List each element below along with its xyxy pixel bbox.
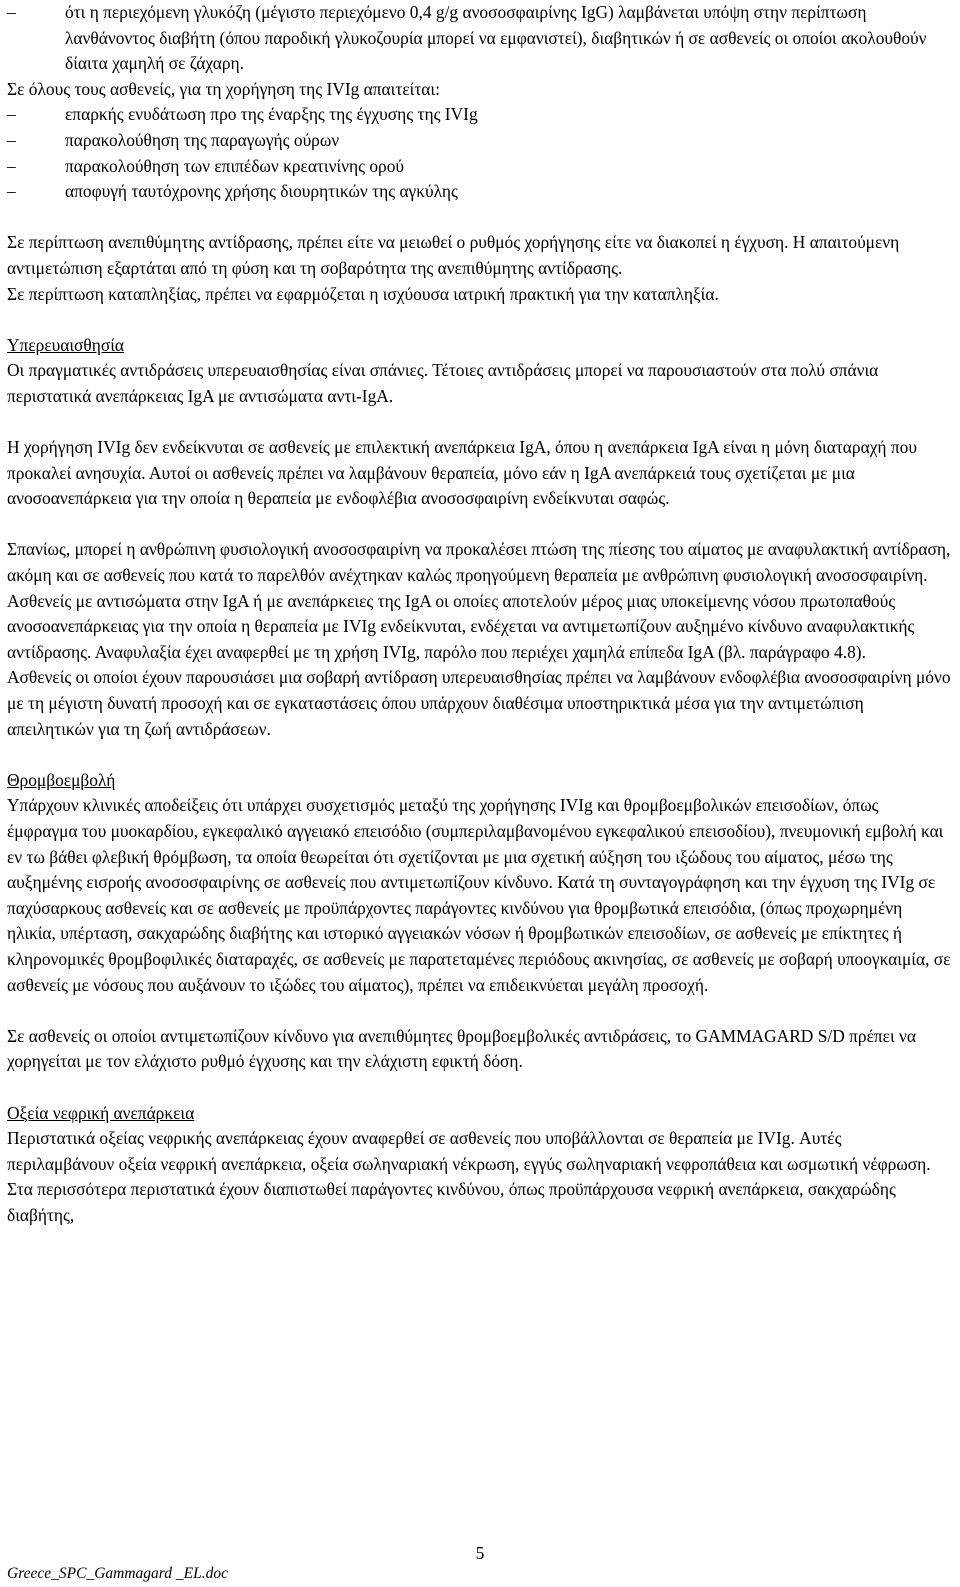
dash-bullet: – xyxy=(7,181,16,202)
thromboembolism-risk-paragraph: Σε ασθενείς οι οποίοι αντιμετωπίζουν κίνδυνο για ανεπιθύμητες θρομβοεμβολικές αντιδράσεις, το GAMMAGARD S/D πρέπει να χορηγείται με τον ελάχιστο ρυθμό έγχυσης και την ελάχιστη εφικτή δόση. xyxy=(7,1025,916,1072)
dash-bullet: – xyxy=(7,2,16,22)
intro-item-text: ότι η περιεχόμενη γλυκόζη (μέγιστο περιεχόμενο 0,4 g/g ανοσοσφαιρίνης IgG) λαμβάνεται υπόψη στην περίπτωση λανθάνοντος διαβήτη (όπου παροδική γλυκοζουρία μπορεί να εμφανιστεί), διαβητικών ή σε ασθενείς οι οποίοι ακολουθούν δίαιτα χαμηλή σε ζάχαρη. xyxy=(65,2,927,74)
renal-failure-heading: Οξεία νεφρική ανεπάρκεια xyxy=(7,1102,195,1123)
requirement-item xyxy=(7,179,953,205)
dash-bullet: – xyxy=(7,155,16,176)
requirement-text: παρακολούθηση των επιπέδων κρεατινίνης ορού xyxy=(65,155,405,176)
dash-bullet: – xyxy=(7,104,16,125)
paragraph-gap xyxy=(7,1075,953,1101)
document-page xyxy=(7,0,953,1229)
renal-failure-paragraph: Περιστατικά οξείας νεφρικής ανεπάρκειας έχουν αναφερθεί σε ασθενείς που υποβάλλονται σε θεραπεία με IVIg. Αυτές περιλαμβάνουν οξεία νεφρική ανεπάρκεια, οξεία σωληναριακή νέκρωση, εγγύς σωληναριακή νεφροπάθεια και ωσμωτική νέφρωση. Στα περισσότερα περιστατικά έχουν διαπιστωθεί παράγοντες κινδύνου, όπως προϋπάρχουσα νεφρική ανεπάρκεια, σακχαρώδης διαβήτης, xyxy=(7,1128,931,1225)
thromboembolism-paragraph: Υπάρχουν κλινικές αποδείξεις ότι υπάρχει συσχετισμός μεταξύ της χορήγησης IVIg και θρομβοεμβολικών επεισοδίων, όπως έμφραγμα του μυοκαρδίου, εγκεφαλικό αγγειακό επεισόδιο (συμπεριλαμβανομένου εγκεφαλικού επεισοδίου), πνευμονική εμβολή και εν τω βάθει φλεβική θρόμβωση, τα οποία θεωρείται ότι σχετίζονται με μια σχετική αύξηση του ιξώδους του αίματος, μέσω της αυξημένης εισροής ανοσοσφαιρίνης σε ασθενείς που αντιμετωπίζουν κίνδυνο. Κατά τη συνταγογράφηση και την έγχυση της IVIg σε παχύσαρκους ασθενείς και σε ασθενείς με προϋπάρχοντες παράγοντες κινδύνου για θρομβωτικά επεισόδια, (όπως προχωρημένη ηλικία, υπέρταση, σακχαρώδης διαβήτης και ιστορικό αγγειακών νόσων ή θρομβωτικών επεισοδίων, σε ασθενείς με επίκτητες ή κληρονομικές θρομβοφιλικές διαταραχές, σε ασθενείς με παρατεταμένες περιόδους ακινησίας, σε ασθενείς με σοβαρή υποογκαιμία, σε ασθενείς με νόσους που αυξάνουν το ιξώδες του αίματος), πρέπει να επιδεικνύεται μεγάλη προσοχή. xyxy=(7,795,951,995)
paragraph-gap xyxy=(7,205,953,231)
requirements-lead: Σε όλους τους ασθενείς, για τη χορήγηση της IVIg απαιτείται: xyxy=(7,78,440,99)
paragraph-gap xyxy=(7,742,953,768)
paragraph-gap xyxy=(7,410,953,436)
hypersensitivity-paragraph: Οι πραγματικές αντιδράσεις υπερευαισθησίας είναι σπάνιες. Τέτοιες αντιδράσεις μπορεί να παρουσιαστούν στα πολύ σπάνια περιστατικά ανεπάρκειας IgA με αντισώματα αντι-IgA. xyxy=(7,360,879,406)
intro-dash-item xyxy=(7,0,953,77)
iga-deficiency-paragraph: Η χορήγηση IVIg δεν ενδείκνυται σε ασθενείς με επιλεκτική ανεπάρκεια IgA, όπου η ανεπάρκεια IgA είναι η μόνη διαταραχή που προκαλεί ανησυχία. Αυτοί οι ασθενείς πρέπει να λαμβάνουν θεραπεία, μόνο εάν η IgA ανεπάρκειά τους σχετίζεται με μια ανοσοανεπάρκεια για την οποία η θεραπεία με ενδοφλέβια ανοσοσφαιρίνη ενδείκνυται σαφώς. xyxy=(7,437,917,509)
blood-pressure-paragraph: Σπανίως, μπορεί η ανθρώπινη φυσιολογική ανοσοσφαιρίνη να προκαλέσει πτώση της πίεσης του αίματος με αναφυλακτική αντίδραση, ακόμη και σε ασθενείς που κατά το παρελθόν ανέχτηκαν καλώς προηγούμενη θεραπεία με ανθρώπινη φυσιολογική ανοσοσφαιρίνη. xyxy=(7,539,951,586)
page-number: 5 xyxy=(475,1543,485,1563)
anaphylaxis-paragraph: Σε περίπτωση καταπληξίας, πρέπει να εφαρμόζεται η ισχύουσα ιατρική πρακτική για την καταπληξία. xyxy=(7,283,719,304)
requirement-item xyxy=(7,128,953,154)
requirement-item xyxy=(7,154,953,180)
hypersensitivity-heading: Υπερευαισθησία xyxy=(7,334,124,355)
adverse-reaction-paragraph: Σε περίπτωση ανεπιθύμητης αντίδρασης, πρέπει είτε να μειωθεί ο ρυθμός χορήγησης είτε να διακοπεί η έγχυση. Η απαιτούμενη αντιμετώπιση εξαρτάται από τη φύση και τη σοβαρότητα της ανεπιθύμητης αντίδρασης. xyxy=(7,232,900,278)
paragraph-gap xyxy=(7,512,953,538)
requirement-text: παρακολούθηση της παραγωγής ούρων xyxy=(65,129,340,150)
paragraph-gap xyxy=(7,998,953,1024)
requirement-text: επαρκής ενυδάτωση προ της έναρξης της έγχυσης της IVIg xyxy=(65,104,478,125)
requirement-item xyxy=(7,102,953,128)
thromboembolism-heading: Θρομβοεμβολή xyxy=(7,769,116,790)
severe-hypersensitivity-paragraph: Ασθενείς οι οποίοι έχουν παρουσιάσει μια σοβαρή αντίδραση υπερευαισθησίας πρέπει να λαμβάνουν ενδοφλέβια ανοσοσφαιρίνη μόνο με τη μέγιστη δυνατή προσοχή και σε εγκαταστάσεις όπου υπάρχουν διαθέσιμα υποστηρικτικά μέσα για την αντιμετώπιση απειλητικών για τη ζωή αντιδράσεων. xyxy=(7,667,951,739)
footer-filename: Greece_SPC_Gammagard _EL.doc xyxy=(7,1565,228,1582)
iga-antibodies-paragraph: Ασθενείς με αντισώματα στην IgA ή με ανεπάρκειες της IgA οι οποίες αποτελούν μέρος μιας υποκείμενης νόσου πρωτοπαθούς ανοσοανεπάρκειας για την οποία η θεραπεία με IVIg ενδείκνυται, ενδέχεται να αντιμετωπίζουν αυξημένο κίνδυνο αναφυλακτικής αντίδρασης. Αναφυλαξία έχει αναφερθεί με τη χρήση IVIg, παρόλο που περιέχει χαμηλά επίπεδα IgA (βλ. παράγραφο 4.8). xyxy=(7,590,915,662)
dash-bullet: – xyxy=(7,129,16,150)
requirement-text: αποφυγή ταυτόχρονης χρήσης διουρητικών της αγκύλης xyxy=(65,181,458,202)
paragraph-gap xyxy=(7,307,953,333)
